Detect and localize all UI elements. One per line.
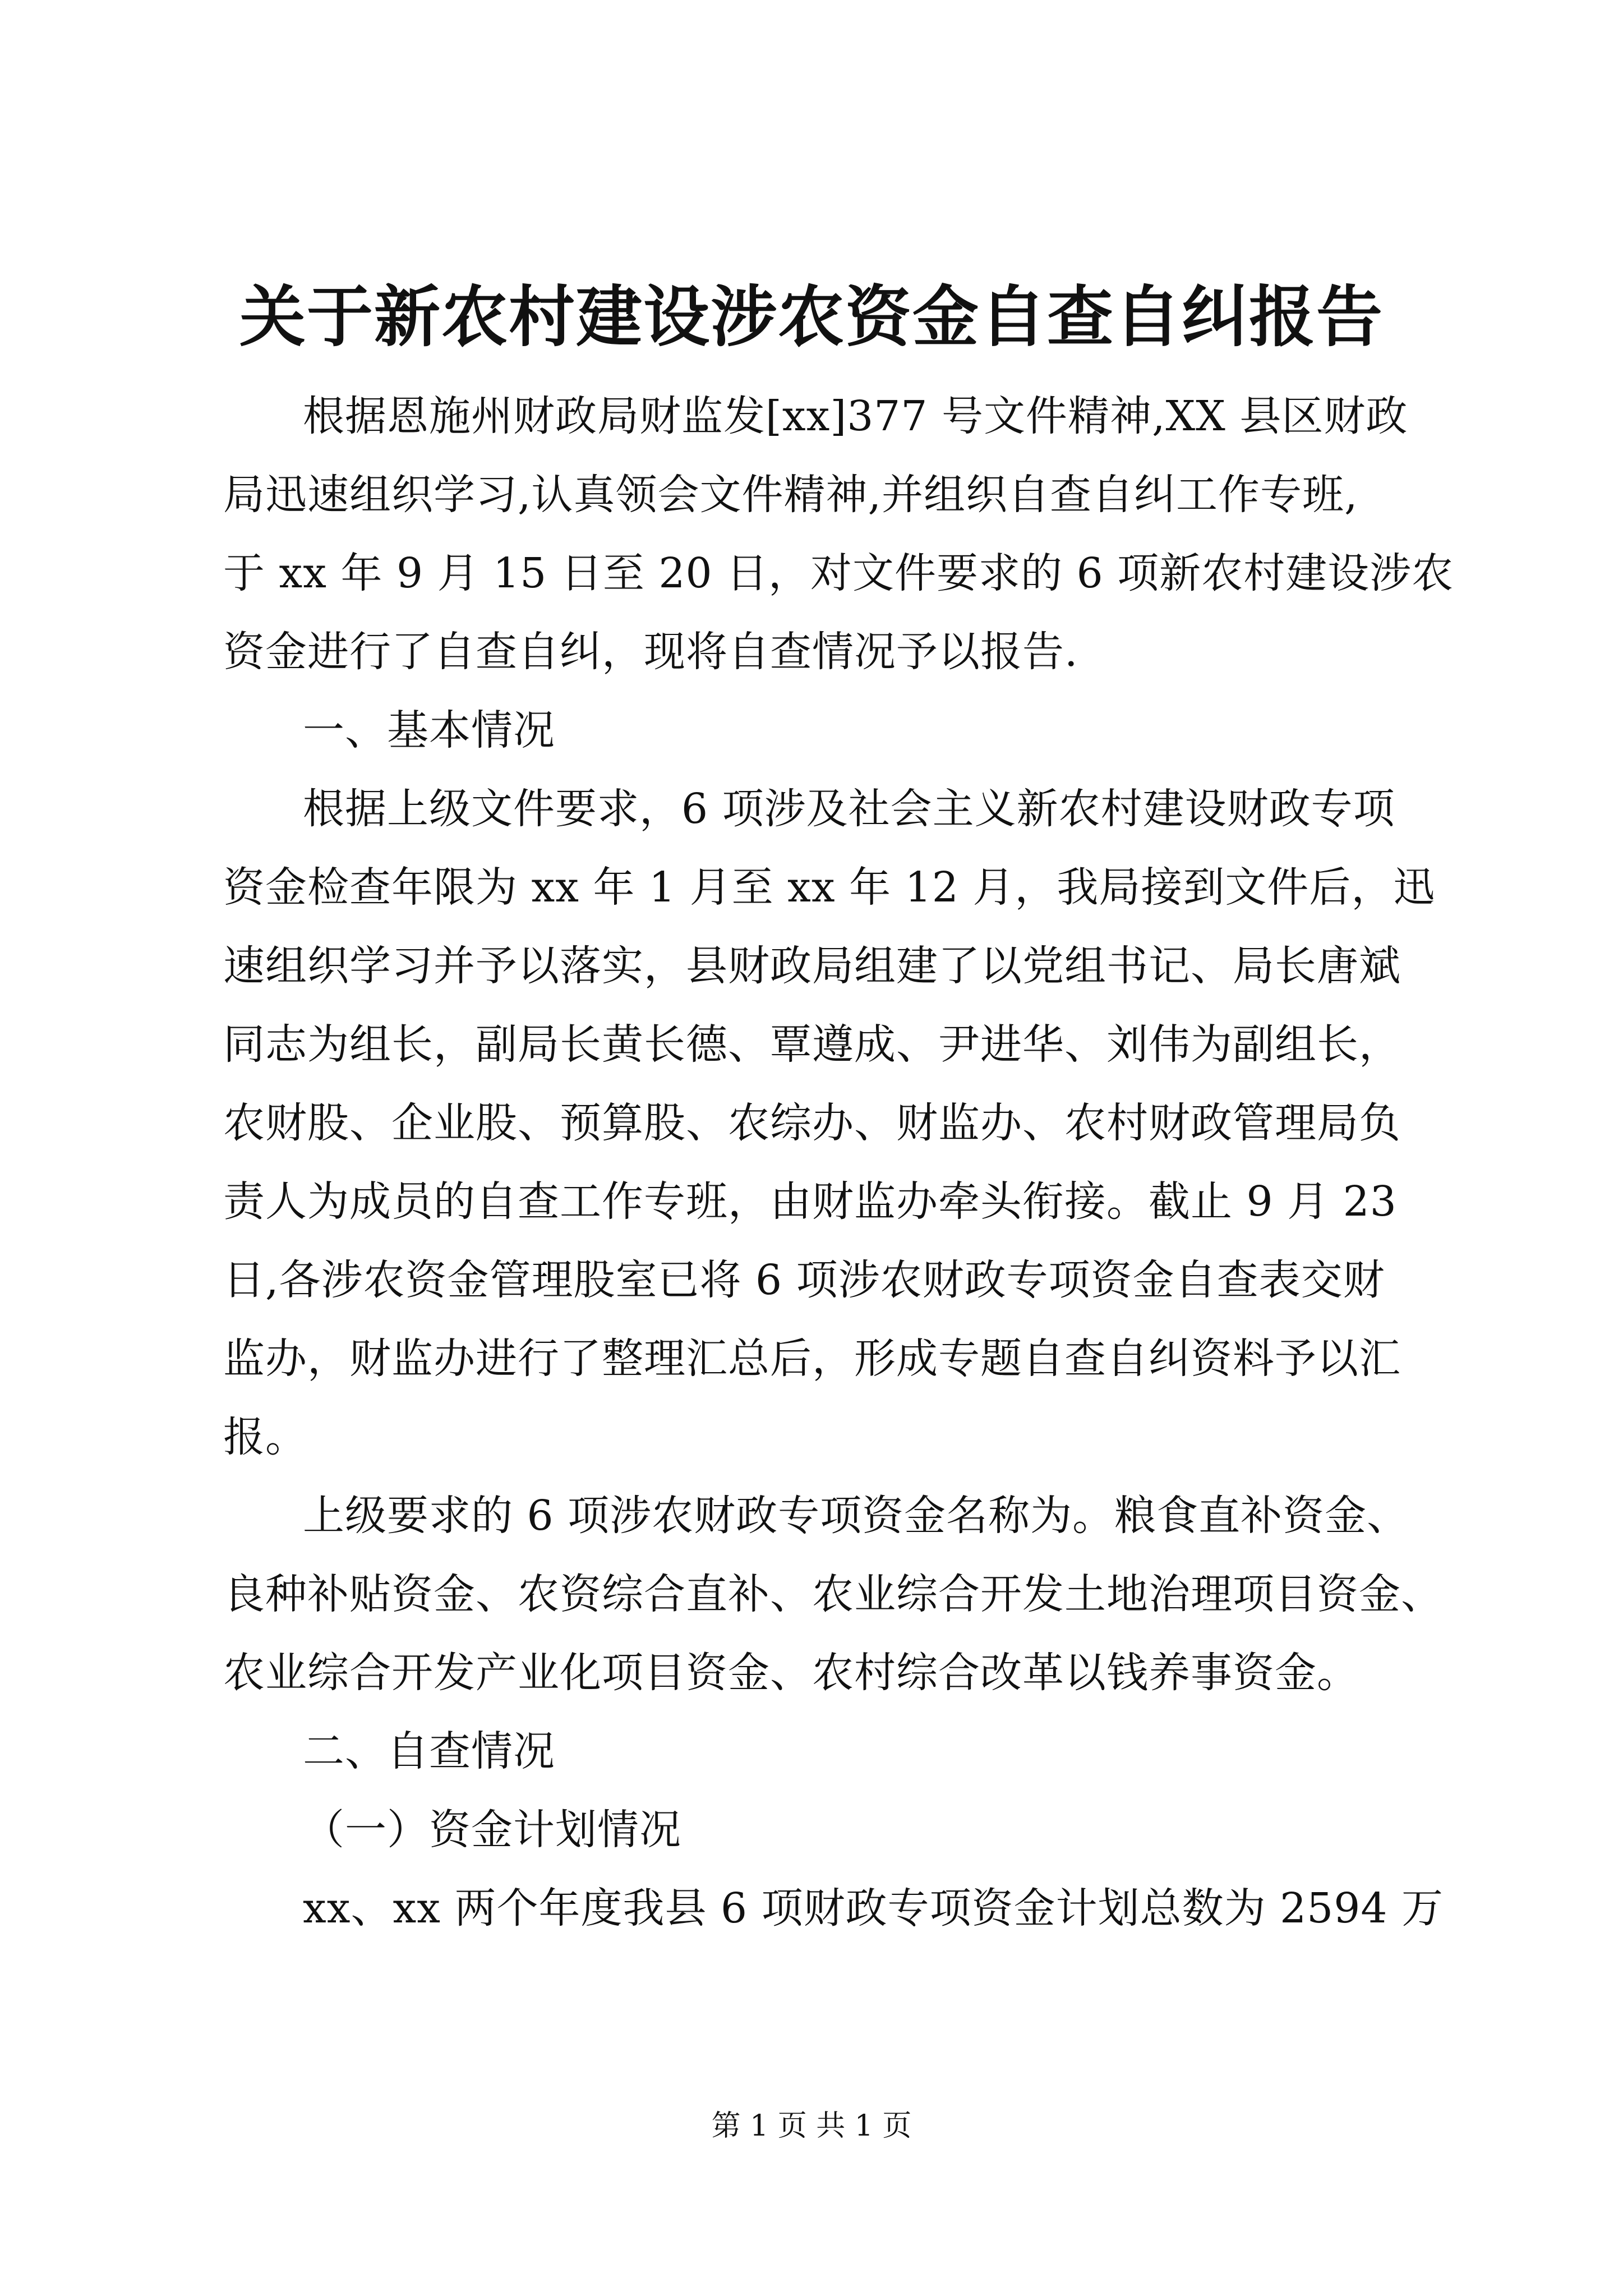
- paragraph-line: 资金检查年限为 xx 年 1 月至 xx 年 12 月，我局接到文件后，迅: [223, 863, 1436, 912]
- section-heading: 一、基本情况: [303, 706, 555, 754]
- paragraph-line: 根据恩施州财政局财监发[xx]377 号文件精神,XX 县区财政: [303, 392, 1408, 440]
- subsection-heading: （一）资金计划情况: [303, 1806, 681, 1854]
- document-title: 关于新农村建设涉农资金自查自纠报告: [239, 278, 1384, 356]
- paragraph-line: 速组织学习并予以落实，县财政局组建了以党组书记、局长唐斌: [223, 942, 1401, 990]
- paragraph-line: xx、xx 两个年度我县 6 项财政专项资金计划总数为 2594 万: [303, 1884, 1444, 1932]
- page-number: 第 1 页 共 1 页: [711, 2109, 912, 2143]
- paragraph-line: 同志为组长，副局长黄长德、覃遵成、尹进华、刘伟为副组长，: [223, 1020, 1401, 1069]
- paragraph-line: 农业综合开发产业化项目资金、农村综合改革以钱养事资金。: [223, 1649, 1359, 1697]
- paragraph-line: 报。: [223, 1413, 307, 1461]
- paragraph-line: 责人为成员的自查工作专班，由财监办牵头衔接。截止 9 月 23: [223, 1177, 1397, 1226]
- paragraph-line: 局迅速组织学习,认真领会文件精神,并组织自查自纠工作专班,: [223, 471, 1358, 519]
- paragraph-line: 根据上级文件要求，6 项涉及社会主义新农村建设财政专项: [303, 785, 1395, 833]
- paragraph-line: 于 xx 年 9 月 15 日至 20 日，对文件要求的 6 项新农村建设涉农: [223, 549, 1454, 597]
- paragraph-line: 农财股、企业股、预算股、农综办、财监办、农村财政管理局负: [223, 1099, 1401, 1147]
- paragraph-line: 日,各涉农资金管理股室已将 6 项涉农财政专项资金自查表交财: [223, 1256, 1385, 1304]
- paragraph-line: 良种补贴资金、农资综合直补、农业综合开发土地治理项目资金、: [223, 1570, 1443, 1618]
- paragraph-line: 上级要求的 6 项涉农财政专项资金名称为。粮食直补资金、: [303, 1492, 1409, 1540]
- paragraph-line: 监办，财监办进行了整理汇总后，形成专题自查自纠资料予以汇: [223, 1335, 1401, 1383]
- paragraph-line: 资金进行了自查自纠，现将自查情况予以报告.: [223, 628, 1078, 676]
- section-heading: 二、自查情况: [303, 1727, 555, 1775]
